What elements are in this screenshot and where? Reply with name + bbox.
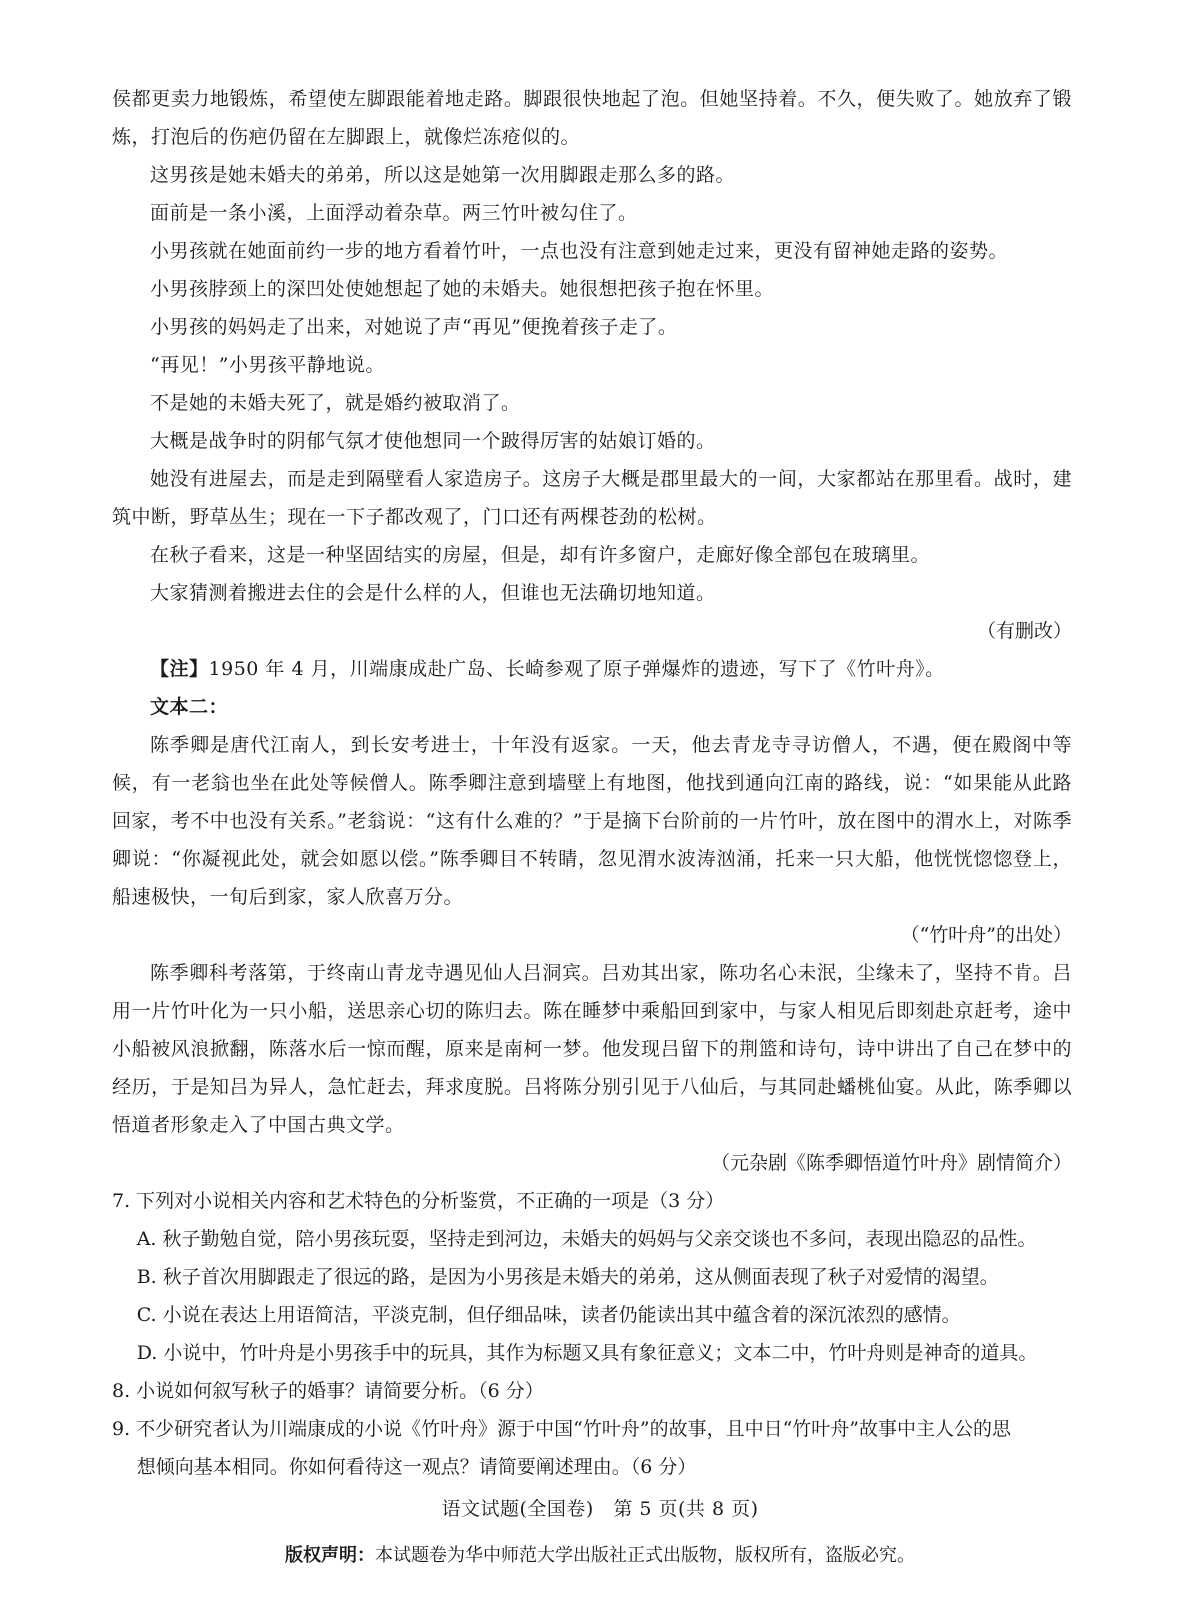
text1-paragraph: 小男孩就在她面前约一步的地方看着竹叶，一点也没有注意到她走过来，更没有留神她走路的姿势。: [150, 240, 1009, 262]
question-7-option-b: B. 秋子首次用脚跟走了很远的路，是因为小男孩是未婚夫的弟弟，这从侧面表现了秋子对爱情的渴望。: [136, 1266, 999, 1288]
question-9-line-2: 想倾向基本相同。你如何看待这一观点？请简要阐述理由。（6 分）: [136, 1456, 697, 1478]
text1-paragraph: 面前是一条小溪，上面浮动着杂草。两三竹叶被勾住了。: [150, 202, 638, 224]
text2-paragraph-2: 陈季卿科考落第，于终南山青龙寺遇见仙人吕洞宾。吕劝其出家，陈功名心未泯，尘缘未了，坚持不肯。吕用一片竹叶化为一只小船，送思亲心切的陈归去。陈在睡梦中乘船回到家中，与家人相见后即刻赴京赶考，途中小船被风浪掀翻，陈落水后一惊而醒，原来是南柯一梦。他发现吕留下的荆篮和诗句，诗中讲出了自己在梦中的经历，于是知吕为异人，急忙赶去，拜求度脱。吕将陈分别引见于八仙后，与其同赴蟠桃仙宴。从此，陈季卿以悟道者形象走入了中国古典文学。: [112, 962, 1072, 1136]
question-9-line-1: 9. 不少研究者认为川端康成的小说《竹叶舟》源于中国“竹叶舟”的故事，且中日“竹叶舟”故事中主人公的思: [112, 1418, 1012, 1440]
question-8: 8. 小说如何叙写秋子的婚事？请简要分析。（6 分）: [112, 1380, 544, 1402]
text1-paragraph: “再见！”小男孩平静地说。: [150, 354, 385, 376]
question-7-option-a: A. 秋子勤勉自觉，陪小男孩玩耍，坚持走到河边，未婚夫的妈妈与父亲交谈也不多问，表现出隐忍的品性。: [136, 1228, 1037, 1250]
note-text: 1950 年 4 月，川端康成赴广岛、长崎参观了原子弹爆炸的遗迹，写下了《竹叶舟》。: [208, 658, 945, 680]
text1-paragraph: 她没有进屋去，而是走到隔壁看人家造房子。这房子大概是郡里最大的一间，大家都站在那里看。战时，建筑中断，野草丛生；现在一下子都改观了，门口还有两棵苍劲的松树。: [112, 468, 1072, 528]
text1-paragraph: 大概是战争时的阴郁气氛才使他想同一个跛得厉害的姑娘订婚的。: [150, 430, 716, 452]
text1-paragraph: 在秋子看来，这是一种坚固结实的房屋，但是，却有许多窗户，走廊好像全部包在玻璃里。: [150, 544, 931, 566]
copyright-text: 本试题卷为华中师范大学出版社正式出版物，版权所有，盗版必究。: [375, 1545, 915, 1566]
copyright-notice: [0, 1541, 1200, 1567]
text1-paragraph: 侯都更卖力地锻炼，希望使左脚跟能着地走路。脚跟很快地起了泡。但她坚持着。不久，便失败了。她放弃了锻炼，打泡后的伤疤仍留在左脚跟上，就像烂冻疮似的。: [112, 88, 1072, 148]
text2-source-1: （“竹叶舟”的出处）: [900, 924, 1072, 946]
text2-paragraph-1: 陈季卿是唐代江南人，到长安考进士，十年没有返家。一天，他去青龙寺寻访僧人，不遇，便在殿阁中等候，有一老翁也坐在此处等候僧人。陈季卿注意到墙壁上有地图，他找到通向江南的路线，说：“如果能从此路回家，考不中也没有关系。”老翁说：“这有什么难的？”于是摘下台阶前的一片竹叶，放在图中的渭水上，对陈季卿说：“你凝视此处，就会如愿以偿。”陈季卿目不转睛，忽见渭水波涛汹涌，托来一只大船，他恍恍惚惚登上，船速极快，一旬后到家，家人欣喜万分。: [112, 734, 1072, 908]
text1-paragraph: 小男孩的妈妈走了出来，对她说了声“再见”便挽着孩子走了。: [150, 316, 678, 338]
text1-paragraph: 大家猜测着搬进去住的会是什么样的人，但谁也无法确切地知道。: [150, 582, 716, 604]
text1-source: （有删改）: [976, 620, 1072, 642]
page-footer-info: 语文试题(全国卷) 第 5 页(共 8 页): [441, 1498, 759, 1520]
note-tag: 【注】: [150, 658, 209, 680]
text1-paragraph: 小男孩脖颈上的深凹处使她想起了她的未婚夫。她很想把孩子抱在怀里。: [150, 278, 775, 300]
question-7-option-d: D. 小说中，竹叶舟是小男孩手中的玩具，其作为标题又具有象征意义；文本二中，竹叶舟则是神奇的道具。: [136, 1342, 1038, 1364]
page-content: [112, 80, 1072, 1486]
question-7-option-c: C. 小说在表达上用语简洁，平淡克制，但仔细品味，读者仍能读出其中蕴含着的深沉浓烈的感情。: [136, 1304, 961, 1326]
text1-paragraph: 不是她的未婚夫死了，就是婚约被取消了。: [150, 392, 521, 414]
text1-paragraph: 这男孩是她未婚夫的弟弟，所以这是她第一次用脚跟走那么多的路。: [150, 164, 736, 186]
text2-source-2: （元杂剧《陈季卿悟道竹叶舟》剧情简介）: [710, 1152, 1072, 1174]
text2-heading: 文本二：: [150, 696, 229, 718]
note: [112, 650, 1072, 688]
copyright-lead: 版权声明：: [285, 1545, 375, 1566]
question-7-stem: 7. 下列对小说相关内容和艺术特色的分析鉴赏，不正确的一项是（3 分）: [112, 1190, 725, 1212]
